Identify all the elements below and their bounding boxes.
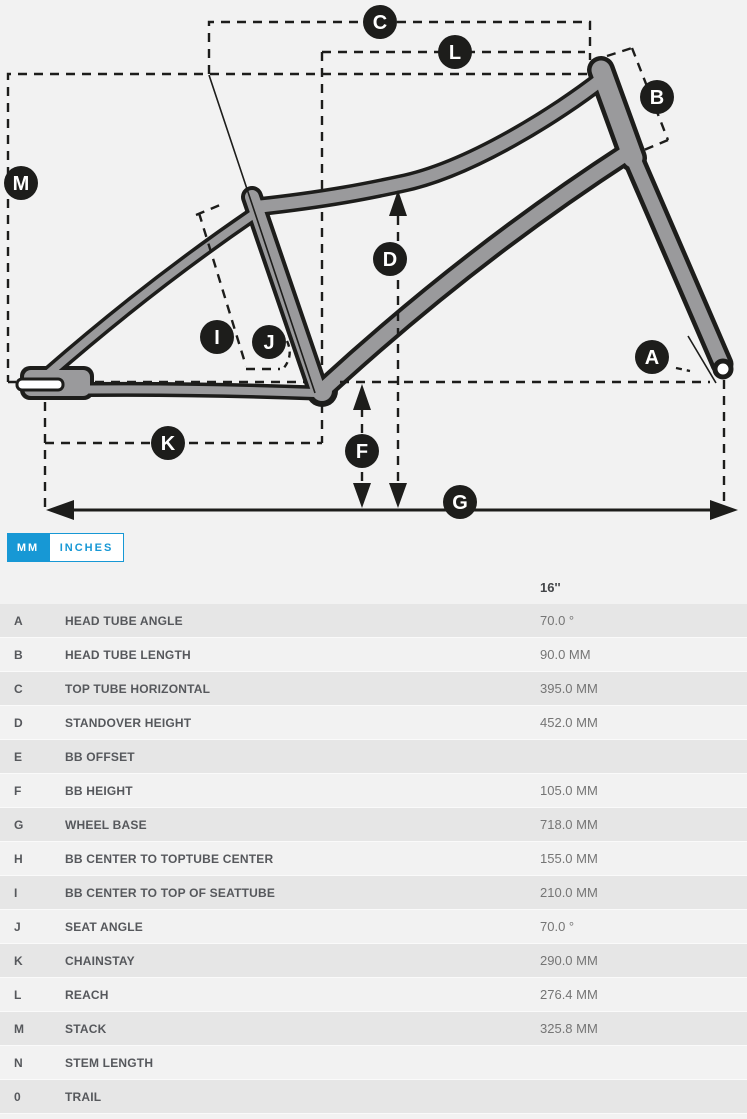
bb-height-arrow-up	[353, 384, 371, 410]
top-tube-core	[256, 79, 602, 207]
row-value: 276.4 MM	[540, 987, 598, 1002]
row-letter: F	[14, 783, 22, 798]
units-tab-inches[interactable]: INCHES	[49, 533, 124, 562]
table-row	[0, 774, 747, 808]
row-letter: A	[14, 613, 23, 628]
table-row	[0, 638, 747, 672]
row-value: 325.8 MM	[540, 1021, 598, 1036]
callouts	[4, 5, 674, 519]
row-letter: C	[14, 681, 23, 696]
callout-head-tube-length	[640, 80, 674, 114]
row-name: HEAD TUBE LENGTH	[65, 647, 191, 662]
row-value: 210.0 MM	[540, 885, 598, 900]
callout-bb-height	[345, 434, 379, 468]
table-header-row	[0, 572, 747, 604]
callout-letter: D	[382, 249, 398, 271]
row-letter: M	[14, 1021, 24, 1036]
row-name: STEM LENGTH	[65, 1055, 154, 1070]
table-row	[0, 910, 747, 944]
row-letter: D	[14, 715, 23, 730]
callout-letter: G	[452, 492, 468, 514]
row-name: STACK	[65, 1021, 107, 1036]
callout-letter: B	[649, 87, 665, 109]
top-tube	[256, 79, 602, 207]
callout-letter: L	[448, 42, 462, 64]
front-axle	[715, 361, 731, 377]
row-name: HEAD TUBE ANGLE	[65, 613, 183, 628]
row-name: SEAT ANGLE	[65, 919, 144, 934]
bb-height-arrow-down	[353, 483, 371, 508]
size-column-header: 16''	[540, 580, 561, 595]
chainstay-dimension-lines	[45, 402, 322, 508]
row-value: 155.0 MM	[540, 851, 598, 866]
rear-dropout-slot	[17, 379, 63, 390]
row-name: CHAINSTAY	[65, 953, 135, 968]
row-name: BB OFFSET	[65, 749, 135, 764]
row-name: STANDOVER HEIGHT	[65, 715, 192, 730]
callout-letter: A	[644, 347, 660, 369]
row-value: 70.0 °	[540, 613, 575, 628]
row-value: 718.0 MM	[540, 817, 598, 832]
row-name: REACH	[65, 987, 109, 1002]
table-row	[0, 1080, 747, 1114]
callout-top-tube-horizontal	[363, 5, 397, 39]
callout-wheel-base	[443, 485, 477, 519]
callout-reach	[438, 35, 472, 69]
row-letter: 0	[14, 1089, 21, 1104]
table-row	[0, 740, 747, 774]
table-row	[0, 706, 747, 740]
table-row	[0, 842, 747, 876]
callout-letter: K	[160, 433, 176, 455]
table-row	[0, 604, 747, 638]
seat-tube-core	[252, 197, 318, 390]
callout-letter: C	[372, 12, 388, 34]
callout-bb-to-seattube	[200, 320, 234, 354]
row-name: TOP TUBE HORIZONTAL	[65, 681, 211, 696]
row-letter: L	[14, 987, 22, 1002]
standover-arrow-down	[389, 483, 407, 508]
callout-chainstay	[151, 426, 185, 460]
row-value: 70.0 °	[540, 919, 575, 934]
wheelbase-arrow-right	[710, 500, 738, 520]
table-row	[0, 876, 747, 910]
arrowheads	[46, 190, 738, 520]
callout-letter: F	[355, 441, 369, 463]
row-letter: K	[14, 953, 23, 968]
table-row	[0, 1012, 747, 1046]
callout-letter: J	[263, 332, 275, 354]
row-letter: H	[14, 851, 23, 866]
head-angle-tick	[676, 368, 690, 371]
wheelbase-arrow-left	[46, 500, 74, 520]
row-name: BB CENTER TO TOP OF SEATTUBE	[65, 885, 276, 900]
row-letter: J	[14, 919, 21, 934]
geometry-table	[0, 572, 747, 1114]
fork-blade-core	[633, 158, 722, 364]
row-value: 395.0 MM	[540, 681, 598, 696]
row-value: 452.0 MM	[540, 715, 598, 730]
callout-seat-angle	[252, 325, 286, 359]
table-row	[0, 944, 747, 978]
row-value: 105.0 MM	[540, 783, 598, 798]
row-letter: N	[14, 1055, 23, 1070]
row-letter: B	[14, 647, 23, 662]
table-row	[0, 978, 747, 1012]
row-letter: I	[14, 885, 18, 900]
table-row	[0, 672, 747, 706]
geometry-diagram	[0, 0, 747, 530]
table-row	[0, 808, 747, 842]
units-tab-mm[interactable]: MM	[7, 533, 49, 562]
row-letter: G	[14, 817, 24, 832]
row-name: BB HEIGHT	[65, 783, 133, 798]
row-name: BB CENTER TO TOPTUBE CENTER	[65, 851, 274, 866]
callout-letter: M	[12, 173, 30, 195]
callout-head-tube-angle	[635, 340, 669, 374]
table-row	[0, 1046, 747, 1080]
row-value: 90.0 MM	[540, 647, 591, 662]
callout-standover-height	[373, 242, 407, 276]
row-letter: E	[14, 749, 23, 764]
bike-geometry-svg	[0, 0, 747, 530]
row-name: WHEEL BASE	[65, 817, 147, 832]
toptube-horizontal-dimension-lines	[209, 22, 590, 74]
row-value: 290.0 MM	[540, 953, 598, 968]
row-name: TRAIL	[65, 1089, 102, 1104]
units-toggle	[7, 533, 124, 562]
callout-letter: I	[214, 327, 220, 349]
callout-stack	[4, 166, 38, 200]
